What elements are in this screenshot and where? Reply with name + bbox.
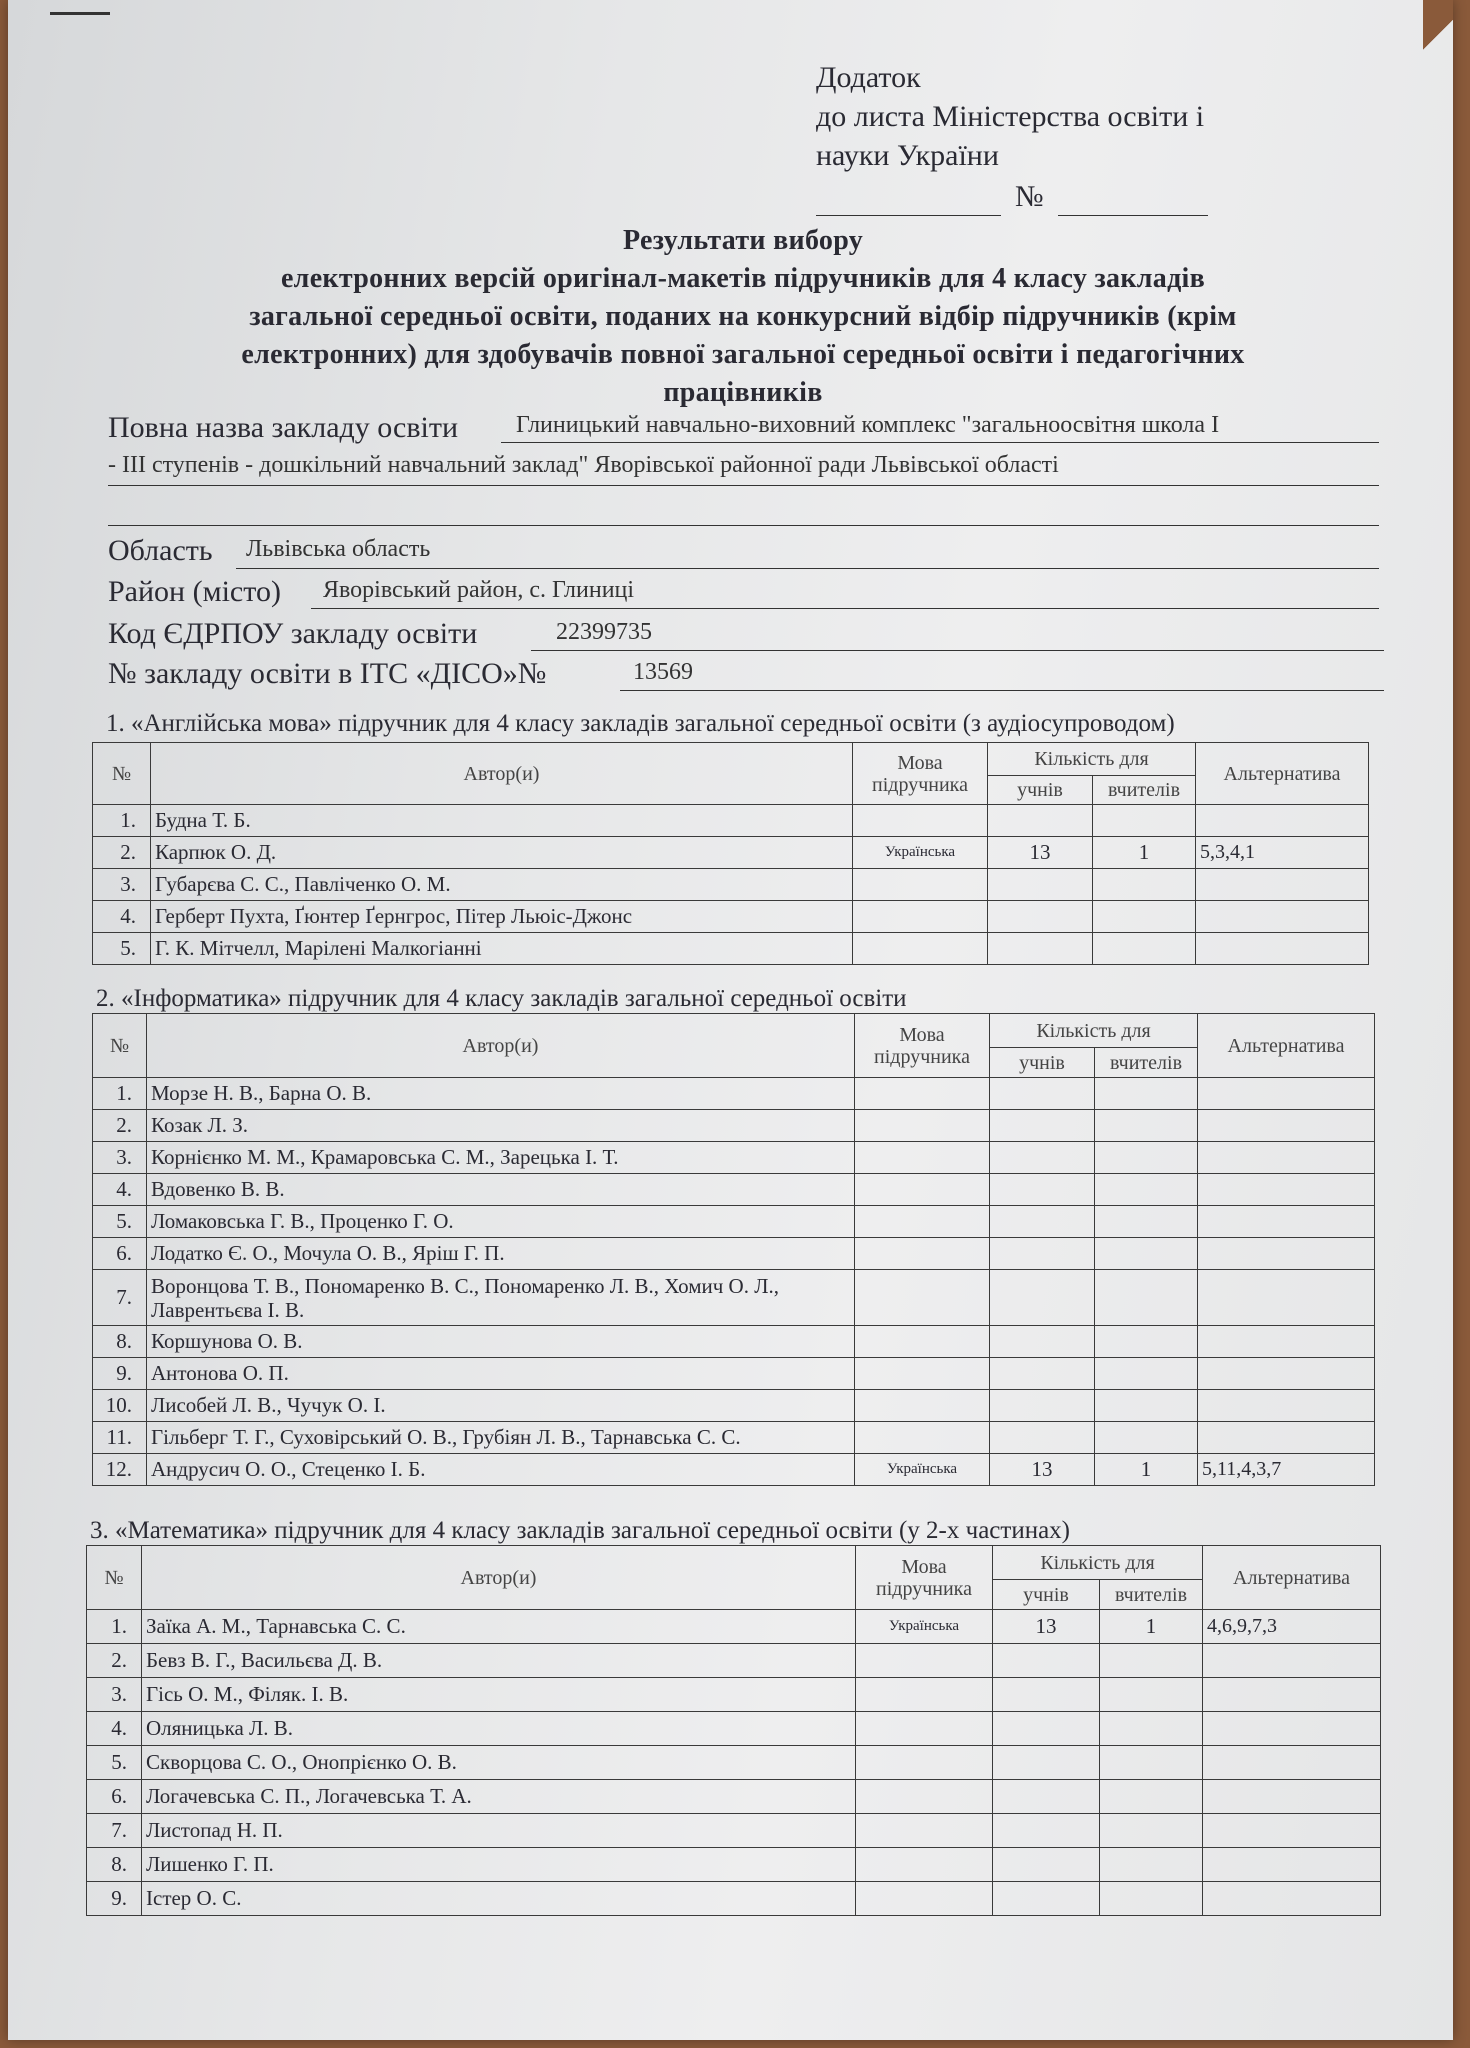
teachers-count-cell <box>1095 1422 1198 1454</box>
teachers-count-cell: 1 <box>1100 1610 1203 1644</box>
section-3-title: 3. «Математика» підручник для 4 класу закладів загальної середньої освіти (у 2-х частинах) <box>90 1517 1070 1544</box>
language-cell <box>853 805 988 837</box>
table-row <box>87 1780 1381 1814</box>
itc-number-value: 13569 <box>633 659 693 685</box>
section-1-table <box>92 742 1369 965</box>
teachers-count-cell <box>1093 901 1196 933</box>
row-number: 3. <box>87 1678 142 1712</box>
col-number-header: № <box>87 1546 142 1610</box>
author-cell: Лодатко Є. О., Мочула О. В., Яріш Г. П. <box>147 1238 855 1270</box>
section-2-title: 2. «Інформатика» підручник для 4 класу закладів загальної середньої освіти <box>96 985 907 1012</box>
table-row <box>93 901 1369 933</box>
language-cell <box>856 1712 993 1746</box>
alternative-cell <box>1203 1814 1381 1848</box>
language-cell <box>855 1326 990 1358</box>
language-cell <box>855 1206 990 1238</box>
row-number: 7. <box>93 1270 147 1326</box>
col-author-header: Автор(и) <box>147 1014 855 1078</box>
row-number: 1. <box>93 1078 147 1110</box>
alternative-cell <box>1198 1206 1375 1238</box>
itc-number-label: № закладу освіти в ІТС «ДІСО»№ <box>108 657 547 690</box>
col-quantity-header: Кількість для <box>993 1546 1203 1580</box>
col-language-header: Мова підручника <box>853 743 988 805</box>
language-cell <box>855 1110 990 1142</box>
table-row <box>93 1078 1375 1110</box>
alternative-cell <box>1198 1110 1375 1142</box>
table-row <box>93 1326 1375 1358</box>
table-row <box>93 1206 1375 1238</box>
col-students-header: учнів <box>988 776 1093 805</box>
table-row <box>87 1814 1381 1848</box>
institution-underline-1 <box>501 442 1379 443</box>
heading-line-4: електронних) для здобувачів повної загальної середньої освіти і педагогічних <box>241 339 1245 370</box>
students-count-cell <box>990 1078 1095 1110</box>
row-number: 6. <box>87 1780 142 1814</box>
language-cell <box>856 1746 993 1780</box>
author-cell: Листопад Н. П. <box>142 1814 856 1848</box>
students-count-cell <box>990 1238 1095 1270</box>
language-cell <box>856 1780 993 1814</box>
students-count-cell: 13 <box>993 1610 1100 1644</box>
author-cell: Вдовенко В. В. <box>147 1174 855 1206</box>
language-cell <box>856 1644 993 1678</box>
row-number: 11. <box>93 1422 147 1454</box>
row-number: 4. <box>87 1712 142 1746</box>
col-teachers-header: вчителів <box>1093 776 1196 805</box>
author-cell: Корнієнко М. М., Крамаровська С. М., Зарецька І. Т. <box>147 1142 855 1174</box>
appendix-number-line <box>816 177 1208 216</box>
row-number: 8. <box>93 1326 147 1358</box>
table-row <box>93 869 1369 901</box>
author-cell: Губарєва С. С., Павліченко О. М. <box>151 869 853 901</box>
author-cell: Бевз В. Г., Васильєва Д. В. <box>142 1644 856 1678</box>
students-count-cell <box>988 869 1093 901</box>
author-cell: Заїка А. М., Тарнавська С. С. <box>142 1610 856 1644</box>
table-row <box>93 1142 1375 1174</box>
district-value: Яворівський район, с. Глиниці <box>323 577 635 603</box>
table-row <box>93 1174 1375 1206</box>
author-cell: Морзе Н. В., Барна О. В. <box>147 1078 855 1110</box>
teachers-count-cell <box>1093 933 1196 965</box>
row-number: 9. <box>93 1358 147 1390</box>
author-cell: Гісь О. М., Філяк. І. В. <box>142 1678 856 1712</box>
alternative-cell <box>1203 1678 1381 1712</box>
col-language-header: Мова підручника <box>856 1546 993 1610</box>
alternative-cell <box>1203 1848 1381 1882</box>
row-number: 4. <box>93 1174 147 1206</box>
language-cell: Українська <box>855 1454 990 1486</box>
language-cell <box>853 869 988 901</box>
alternative-cell <box>1198 1326 1375 1358</box>
teachers-count-cell: 1 <box>1095 1454 1198 1486</box>
col-number-header: № <box>93 743 151 805</box>
students-count-cell: 13 <box>990 1454 1095 1486</box>
row-number: 3. <box>93 869 151 901</box>
language-cell <box>856 1848 993 1882</box>
author-cell: Коршунова О. В. <box>147 1326 855 1358</box>
students-count-cell <box>990 1206 1095 1238</box>
page-corner <box>1423 0 1453 70</box>
students-count-cell <box>990 1422 1095 1454</box>
edrpou-underline <box>531 650 1384 651</box>
row-number: 1. <box>87 1610 142 1644</box>
heading-line-5: працівників <box>663 377 823 408</box>
alternative-cell <box>1198 1238 1375 1270</box>
col-students-header: учнів <box>990 1048 1095 1078</box>
col-alternative-header: Альтернатива <box>1196 743 1369 805</box>
table-row <box>87 1678 1381 1712</box>
row-number: 2. <box>93 837 151 869</box>
col-quantity-header: Кількість для <box>988 743 1196 776</box>
language-cell <box>855 1078 990 1110</box>
table-row <box>93 1358 1375 1390</box>
author-cell: Лисобей Л. В., Чучук О. І. <box>147 1390 855 1422</box>
table-row <box>93 1238 1375 1270</box>
heading-line-1: Результати вибору <box>622 225 864 256</box>
number-sign: № <box>1015 180 1044 213</box>
section-3-table <box>86 1545 1381 1916</box>
author-cell: Козак Л. З. <box>147 1110 855 1142</box>
language-cell: Українська <box>856 1610 993 1644</box>
col-number-header: № <box>93 1014 147 1078</box>
col-language-header: Мова підручника <box>855 1014 990 1078</box>
author-cell: Скворцова С. О., Онопрієнко О. В. <box>142 1746 856 1780</box>
students-count-cell <box>990 1270 1095 1326</box>
section-2-table <box>92 1013 1375 1486</box>
row-number: 5. <box>87 1746 142 1780</box>
students-count-cell <box>988 805 1093 837</box>
author-cell: Г. К. Мітчелл, Марілені Малкогіанні <box>151 933 853 965</box>
document-page <box>8 0 1453 2040</box>
language-cell <box>853 933 988 965</box>
heading-line-3: загальної середньої освіти, поданих на конкурсний відбір підручників (крім <box>249 301 1237 332</box>
row-number: 4. <box>93 901 151 933</box>
language-cell <box>856 1814 993 1848</box>
students-count-cell <box>993 1780 1100 1814</box>
table-row <box>87 1712 1381 1746</box>
alternative-cell: 5,11,4,3,7 <box>1198 1454 1375 1486</box>
teachers-count-cell <box>1095 1358 1198 1390</box>
row-number: 7. <box>87 1814 142 1848</box>
students-count-cell <box>988 933 1093 965</box>
teachers-count-cell <box>1100 1780 1203 1814</box>
students-count-cell <box>990 1390 1095 1422</box>
alternative-cell <box>1196 869 1369 901</box>
appendix-line-2: до листа Міністерства освіти і <box>816 100 1205 133</box>
teachers-count-cell <box>1095 1326 1198 1358</box>
region-value: Львівська область <box>246 536 431 562</box>
teachers-count-cell <box>1100 1882 1203 1916</box>
students-count-cell: 13 <box>988 837 1093 869</box>
author-cell: Будна Т. Б. <box>151 805 853 837</box>
institution-name-line-1: Глиницький навчально-виховний комплекс "загальноосвітня школа І <box>516 412 1220 438</box>
institution-underline-3 <box>108 525 1379 526</box>
teachers-count-cell <box>1095 1390 1198 1422</box>
teachers-count-cell <box>1095 1270 1198 1326</box>
teachers-count-cell <box>1095 1206 1198 1238</box>
language-cell <box>855 1390 990 1422</box>
row-number: 8. <box>87 1848 142 1882</box>
row-number: 5. <box>93 1206 147 1238</box>
section-3-rows <box>87 1610 1381 1916</box>
edrpou-label: Код ЄДРПОУ закладу освіти <box>108 617 478 650</box>
language-cell <box>855 1422 990 1454</box>
institution-underline-2 <box>108 485 1379 486</box>
teachers-count-cell <box>1095 1142 1198 1174</box>
author-cell: Карпюк О. Д. <box>151 837 853 869</box>
alternative-cell <box>1196 901 1369 933</box>
author-cell: Лишенко Г. П. <box>142 1848 856 1882</box>
col-teachers-header: вчителів <box>1095 1048 1198 1078</box>
alternative-cell: 5,3,4,1 <box>1196 837 1369 869</box>
author-cell: Антонова О. П. <box>147 1358 855 1390</box>
alternative-cell <box>1198 1422 1375 1454</box>
students-count-cell <box>990 1110 1095 1142</box>
table-row <box>87 1610 1381 1644</box>
language-cell <box>855 1270 990 1326</box>
table-row <box>93 1422 1375 1454</box>
teachers-count-cell <box>1100 1746 1203 1780</box>
language-cell <box>855 1358 990 1390</box>
alternative-cell <box>1203 1712 1381 1746</box>
teachers-count-cell <box>1095 1110 1198 1142</box>
district-label: Район (місто) <box>108 575 281 608</box>
table-row <box>93 1110 1375 1142</box>
row-number: 12. <box>93 1454 147 1486</box>
region-underline <box>236 568 1379 569</box>
students-count-cell <box>993 1644 1100 1678</box>
students-count-cell <box>988 901 1093 933</box>
section-2-rows <box>93 1078 1375 1486</box>
students-count-cell <box>993 1814 1100 1848</box>
teachers-count-cell <box>1100 1848 1203 1882</box>
appendix-header <box>816 58 1208 216</box>
itc-number-underline <box>620 690 1384 691</box>
author-cell: Істер О. С. <box>142 1882 856 1916</box>
appendix-line-1: Додаток <box>816 61 921 94</box>
row-number: 6. <box>93 1238 147 1270</box>
teachers-count-cell <box>1095 1174 1198 1206</box>
row-number: 5. <box>93 933 151 965</box>
alternative-cell <box>1196 805 1369 837</box>
alternative-cell <box>1198 1174 1375 1206</box>
alternative-cell <box>1198 1142 1375 1174</box>
alternative-cell <box>1198 1078 1375 1110</box>
alternative-cell: 4,6,9,7,3 <box>1203 1610 1381 1644</box>
row-number: 2. <box>87 1644 142 1678</box>
teachers-count-cell <box>1100 1644 1203 1678</box>
row-number: 2. <box>93 1110 147 1142</box>
author-cell: Андрусич О. О., Стеценко І. Б. <box>147 1454 855 1486</box>
table-row <box>93 933 1369 965</box>
teachers-count-cell <box>1100 1814 1203 1848</box>
alternative-cell <box>1198 1390 1375 1422</box>
alternative-cell <box>1203 1746 1381 1780</box>
row-number: 1. <box>93 805 151 837</box>
col-alternative-header: Альтернатива <box>1203 1546 1381 1610</box>
table-row <box>87 1848 1381 1882</box>
language-cell <box>855 1174 990 1206</box>
institution-name-line-2: - ІІІ ступенів - дошкільний навчальний заклад" Яворівської районної ради Львівської області <box>108 452 1059 478</box>
students-count-cell <box>993 1848 1100 1882</box>
alternative-cell <box>1203 1780 1381 1814</box>
teachers-count-cell <box>1095 1238 1198 1270</box>
alternative-cell <box>1198 1358 1375 1390</box>
heading-line-2: електронних версій оригінал-макетів підручників для 4 класу закладів <box>280 263 1206 294</box>
language-cell <box>853 901 988 933</box>
students-count-cell <box>990 1326 1095 1358</box>
col-teachers-header: вчителів <box>1100 1580 1203 1610</box>
row-number: 10. <box>93 1390 147 1422</box>
table-row <box>93 1454 1375 1486</box>
col-alternative-header: Альтернатива <box>1198 1014 1375 1078</box>
col-students-header: учнів <box>993 1580 1100 1610</box>
col-author-header: Автор(и) <box>142 1546 856 1610</box>
students-count-cell <box>990 1142 1095 1174</box>
language-cell <box>855 1142 990 1174</box>
row-number: 3. <box>93 1142 147 1174</box>
teachers-count-cell <box>1093 869 1196 901</box>
district-underline <box>311 608 1379 609</box>
alternative-cell <box>1203 1882 1381 1916</box>
table-row <box>93 1270 1375 1326</box>
row-number: 9. <box>87 1882 142 1916</box>
date-blank <box>816 191 1001 216</box>
section-1-title: 1. «Англійська мова» підручник для 4 класу закладів загальної середньої освіти (з аудіосупроводом) <box>106 710 1175 737</box>
students-count-cell <box>990 1174 1095 1206</box>
author-cell: Воронцова Т. В., Пономаренко В. С., Пономаренко Л. В., Хомич О. Л., Лаврентьєва І. В. <box>147 1270 855 1326</box>
author-cell: Логачевська С. П., Логачевська Т. А. <box>142 1780 856 1814</box>
students-count-cell <box>993 1678 1100 1712</box>
table-row <box>87 1746 1381 1780</box>
teachers-count-cell <box>1095 1078 1198 1110</box>
institution-name-label: Повна назва закладу освіти <box>108 411 459 444</box>
author-cell: Ломаковська Г. В., Проценко Г. О. <box>147 1206 855 1238</box>
teachers-count-cell <box>1100 1678 1203 1712</box>
table-row <box>87 1882 1381 1916</box>
students-count-cell <box>993 1746 1100 1780</box>
edrpou-value: 22399735 <box>556 619 652 645</box>
teachers-count-cell <box>1093 805 1196 837</box>
author-cell: Оляницька Л. В. <box>142 1712 856 1746</box>
author-cell: Герберт Пухта, Ґюнтер Ґернгрос, Пітер Льюіс-Джонс <box>151 901 853 933</box>
table-row <box>93 837 1369 869</box>
col-author-header: Автор(и) <box>151 743 853 805</box>
teachers-count-cell: 1 <box>1093 837 1196 869</box>
author-cell: Гільберг Т. Г., Суховірський О. В., Грубіян Л. В., Тарнавська С. С. <box>147 1422 855 1454</box>
language-cell: Українська <box>853 837 988 869</box>
language-cell <box>856 1678 993 1712</box>
pen-mark <box>50 12 110 15</box>
alternative-cell <box>1198 1270 1375 1326</box>
table-row <box>93 805 1369 837</box>
language-cell <box>856 1882 993 1916</box>
students-count-cell <box>993 1712 1100 1746</box>
document-heading <box>118 222 1368 412</box>
teachers-count-cell <box>1100 1712 1203 1746</box>
number-blank <box>1058 191 1208 216</box>
language-cell <box>855 1238 990 1270</box>
appendix-line-3: науки України <box>816 139 999 172</box>
col-quantity-header: Кількість для <box>990 1014 1198 1048</box>
table-row <box>93 1390 1375 1422</box>
students-count-cell <box>990 1358 1095 1390</box>
alternative-cell <box>1203 1644 1381 1678</box>
region-label: Область <box>108 534 213 567</box>
alternative-cell <box>1196 933 1369 965</box>
table-row <box>87 1644 1381 1678</box>
students-count-cell <box>993 1882 1100 1916</box>
section-1-rows <box>93 805 1369 965</box>
